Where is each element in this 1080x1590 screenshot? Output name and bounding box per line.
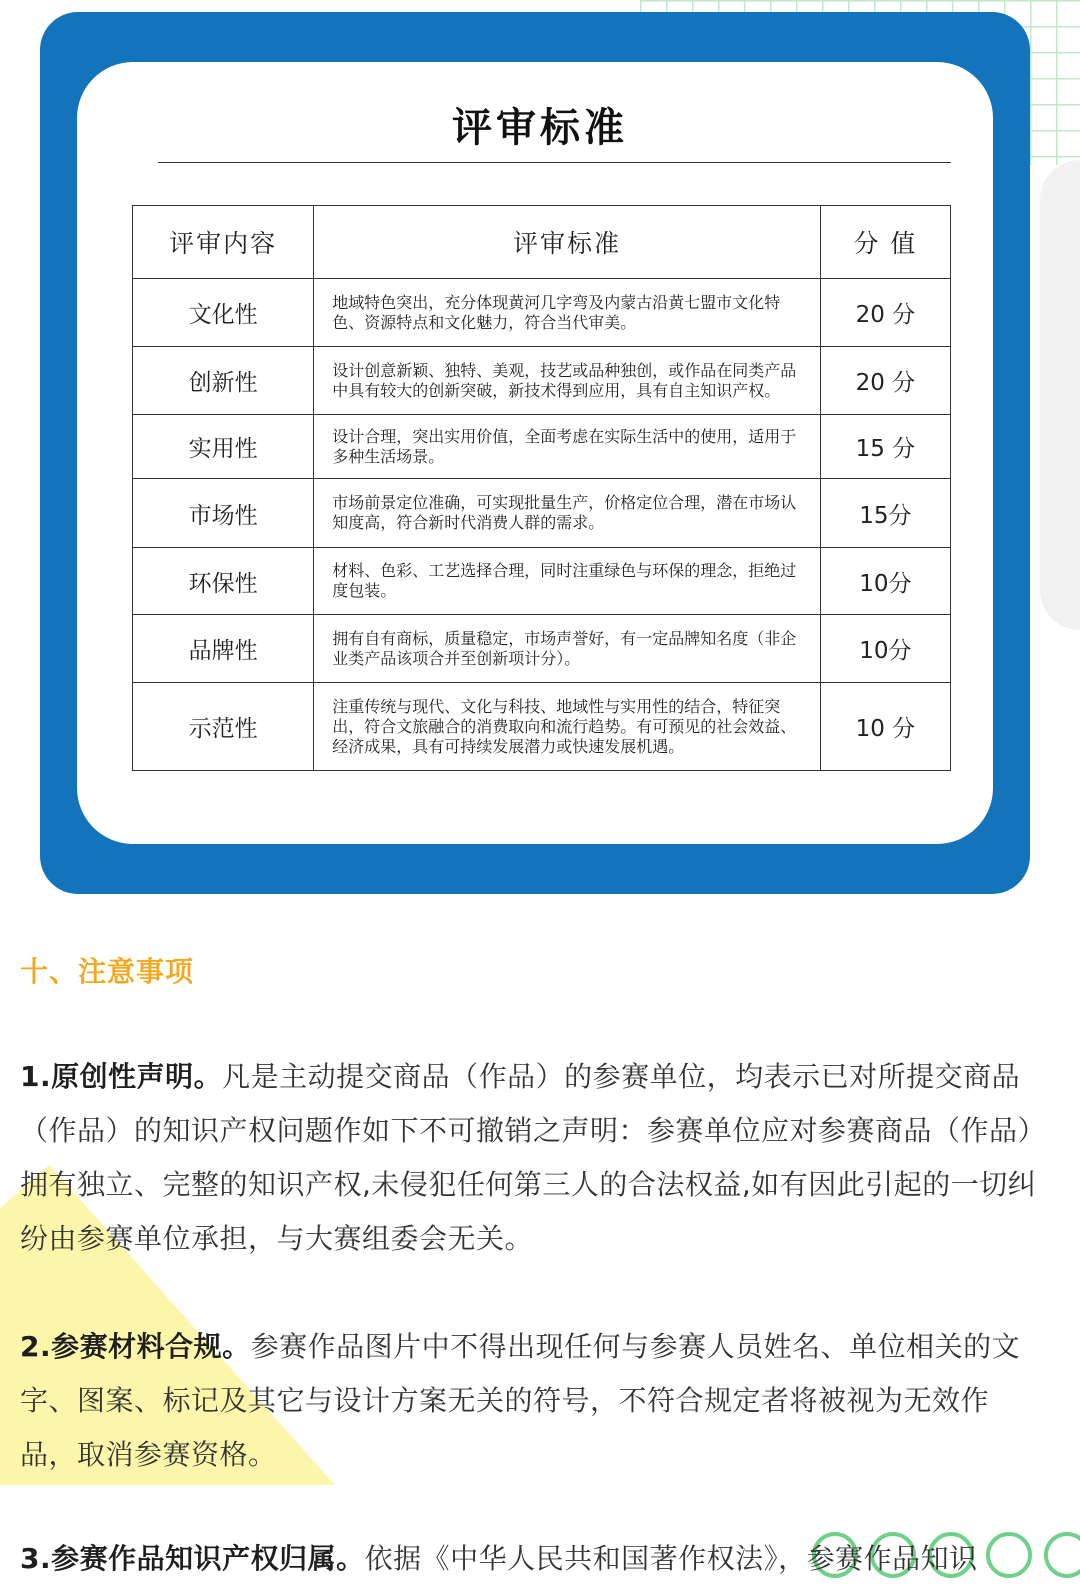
header-category: 评审内容 (133, 206, 314, 279)
note-body: 凡是主动提交商品（作品）的参赛单位，均表示已对所提交商品（作品）的知识产权问题作如下不可撤销之声明：参赛单位应对参赛商品（作品）拥有独立、完整的知识产权,未侵犯任何第三人的合法权益,如有因此引起的一切纠纷由参赛单位承担，与大赛组委会无关。 (20, 1060, 1037, 1255)
note-paragraph-3 (20, 1532, 1042, 1586)
row-category: 品牌性 (133, 615, 314, 683)
row-score: 20 分 (820, 347, 950, 415)
table-row (133, 347, 951, 415)
note-lead: 1.原创性声明。 (20, 1060, 223, 1093)
row-score: 10 分 (820, 683, 950, 771)
table-row (133, 279, 951, 347)
row-category: 实用性 (133, 415, 314, 479)
criteria-table (132, 205, 951, 771)
row-criteria: 材料、色彩、工艺选择合理，同时注重绿色与环保的理念，拒绝过度包装。 (314, 548, 821, 615)
header-score: 分 值 (820, 206, 950, 279)
row-criteria: 市场前景定位准确，可实现批量生产，价格定位合理，潜在市场认知度高，符合新时代消费人群的需求。 (314, 479, 821, 548)
row-criteria: 设计合理，突出实用价值，全面考虑在实际生活中的使用，适用于多种生活场景。 (314, 415, 821, 479)
table-row (133, 615, 951, 683)
table-row (133, 479, 951, 548)
table-row (133, 548, 951, 615)
row-criteria: 地域特色突出，充分体现黄河几字弯及内蒙古沿黄七盟市文化特色、资源特点和文化魅力，符合当代审美。 (314, 279, 821, 347)
row-category: 市场性 (133, 479, 314, 548)
row-category: 示范性 (133, 683, 314, 771)
note-lead: 3.参赛作品知识产权归属。 (20, 1542, 365, 1575)
row-score: 10分 (820, 548, 950, 615)
note-paragraph-2 (20, 1320, 1042, 1482)
row-criteria: 设计创意新颖、独特、美观，技艺或品种独创，或作品在同类产品中具有较大的创新突破，新技术得到应用，具有自主知识产权。 (314, 347, 821, 415)
title-divider (158, 162, 951, 163)
row-score: 15 分 (820, 415, 950, 479)
row-score: 15分 (820, 479, 950, 548)
note-body: 参赛作品图片中不得出现任何与参赛人员姓名、单位相关的文字、图案、标记及其它与设计方案无关的符号，不符合规定者将被视为无效作品，取消参赛资格。 (20, 1330, 1021, 1471)
section-title: 十、注意事项 (20, 955, 195, 988)
row-category: 文化性 (133, 279, 314, 347)
row-criteria: 注重传统与现代、文化与科技、地域性与实用性的结合，特征突出，符合文旅融合的消费取向和流行趋势。有可预见的社会效益、经济成果，具有可持续发展潜力或快速发展机遇。 (314, 683, 821, 771)
decorative-gray-shape (1040, 160, 1080, 630)
row-score: 20 分 (820, 279, 950, 347)
table-row (133, 683, 951, 771)
table-header-row (133, 206, 951, 279)
row-criteria: 拥有自有商标，质量稳定，市场声誉好，有一定品牌知名度（非企业类产品该项合并至创新项计分）。 (314, 615, 821, 683)
table-row (133, 415, 951, 479)
note-paragraph-1 (20, 1050, 1042, 1266)
row-category: 环保性 (133, 548, 314, 615)
note-body: 依据《中华人民共和国著作权法》，参赛作品知识 (364, 1542, 978, 1575)
row-score: 10分 (820, 615, 950, 683)
note-lead: 2.参赛材料合规。 (20, 1330, 251, 1363)
row-category: 创新性 (133, 347, 314, 415)
card-title: 评审标准 (452, 105, 628, 151)
header-criteria: 评审标准 (314, 206, 821, 279)
